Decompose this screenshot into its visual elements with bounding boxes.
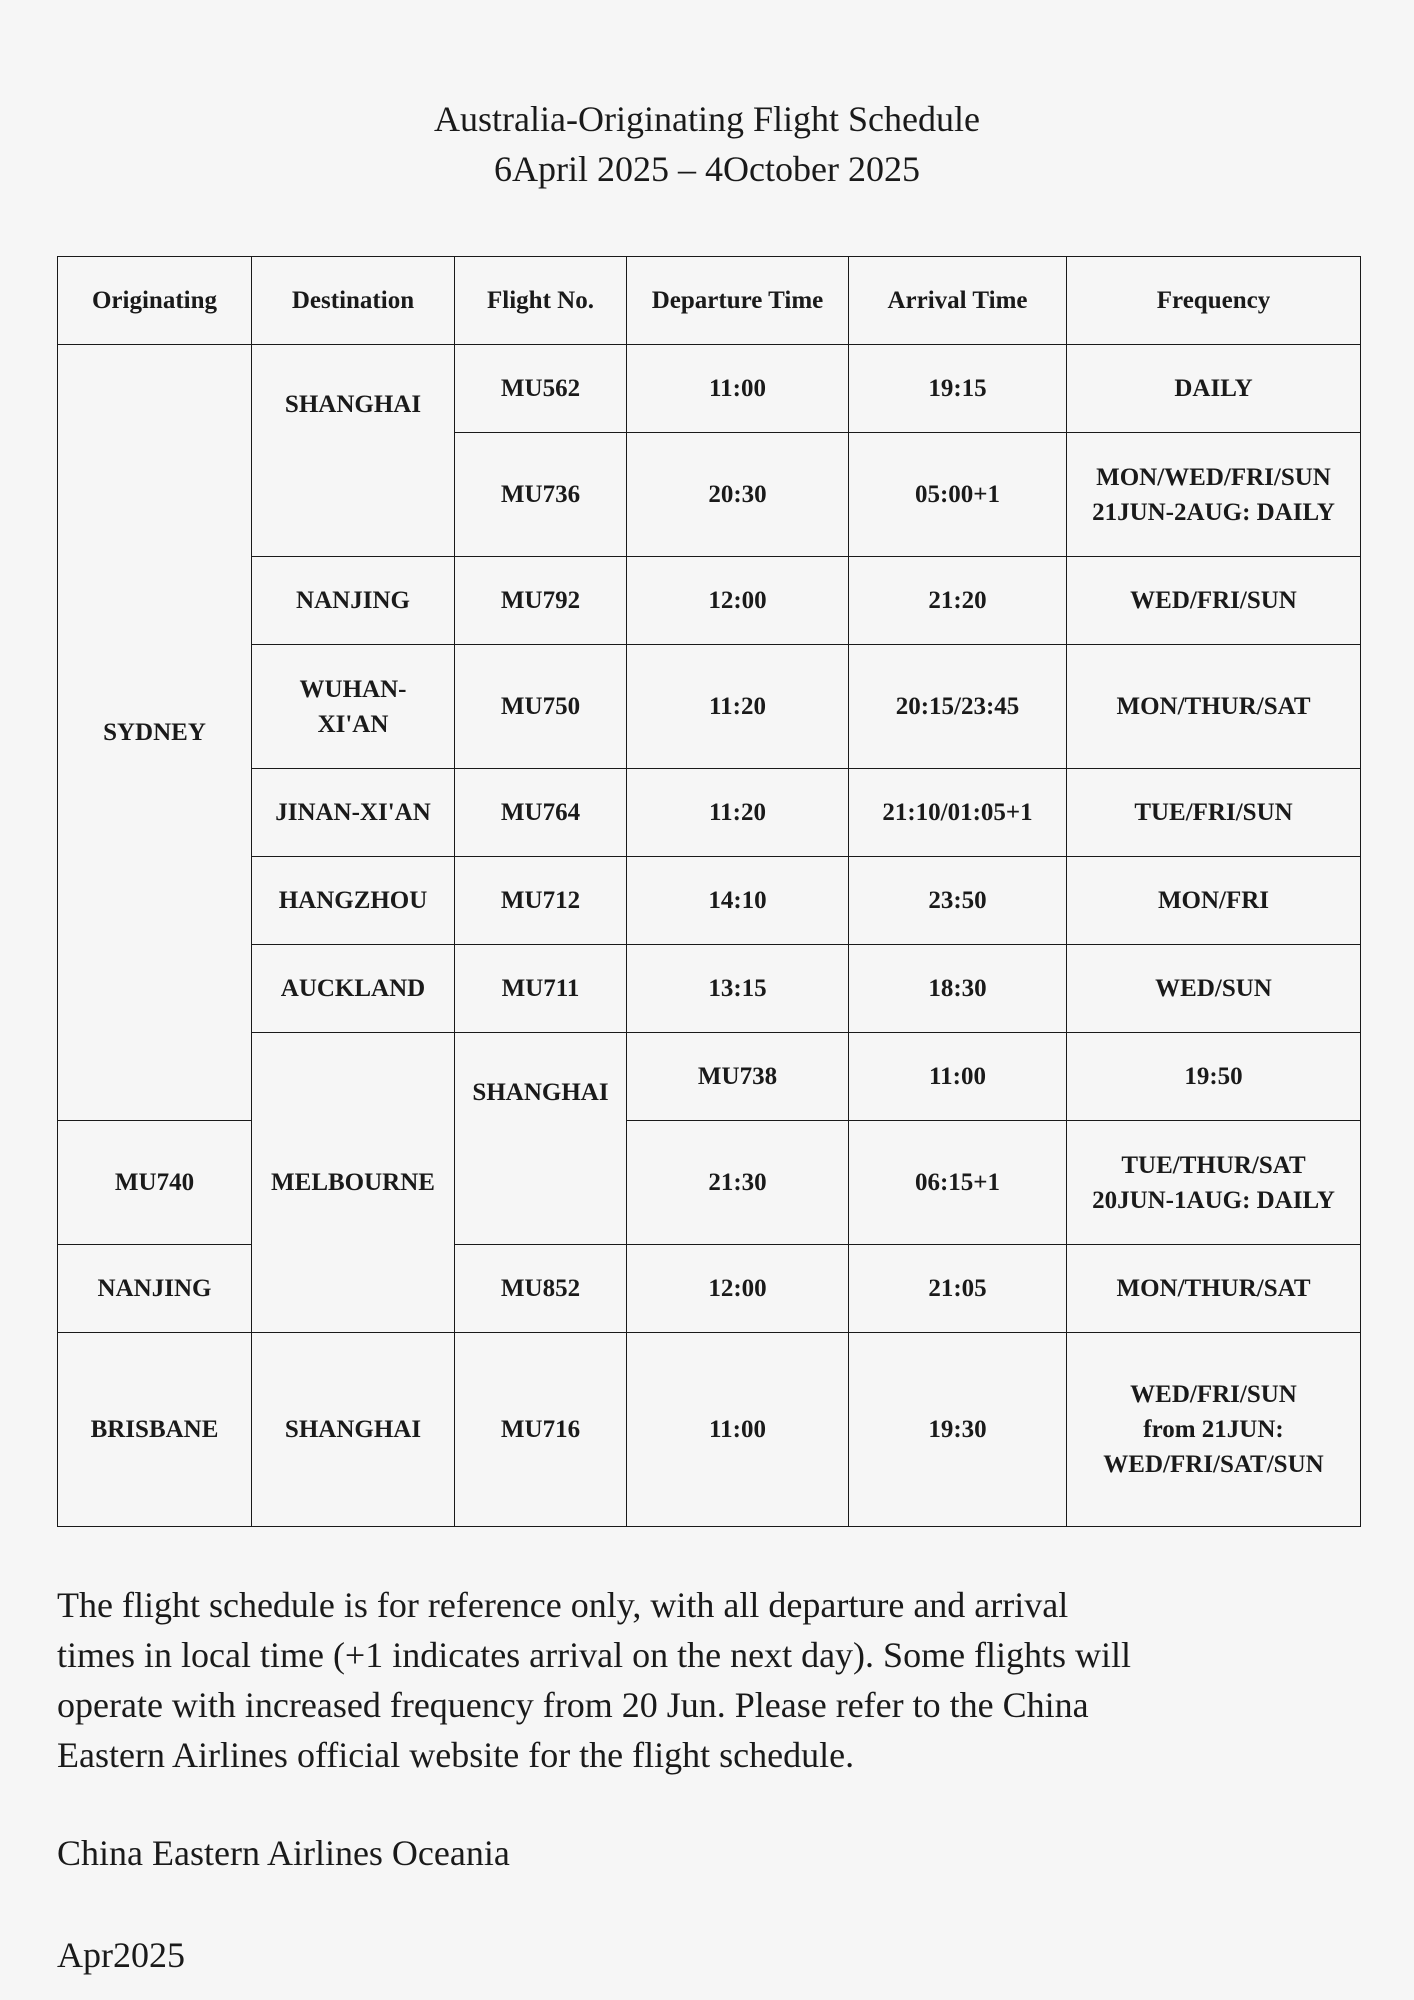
- origin-cell: MELBOURNE: [252, 1033, 455, 1333]
- departure-cell: 21:30: [627, 1121, 849, 1245]
- issue-date: Apr2025: [57, 1935, 185, 1975]
- arrival-cell: 21:10/01:05+1: [849, 769, 1067, 857]
- table-row: [58, 345, 1361, 433]
- departure-cell: 12:00: [627, 1245, 849, 1333]
- arrival-cell: 19:15: [849, 345, 1067, 433]
- frequency-cell: WED/FRI/SUN: [1067, 557, 1361, 645]
- flight-cell: MU852: [455, 1245, 627, 1333]
- destination-cell: JINAN-XI'AN: [252, 769, 455, 857]
- note-line: operate with increased frequency from 20 Jun. Please refer to the China: [57, 1685, 1089, 1725]
- flight-cell: MU738: [627, 1033, 849, 1121]
- destination-cell: SHANGHAI: [252, 1333, 455, 1527]
- destination-cell: AUCKLAND: [252, 945, 455, 1033]
- flight-cell: MU740: [58, 1121, 252, 1245]
- note-line: The flight schedule is for reference only, with all departure and arrival: [57, 1585, 1069, 1625]
- arrival-cell: 05:00+1: [849, 433, 1067, 557]
- table-row: [58, 1033, 1361, 1121]
- frequency-cell: [1067, 1121, 1361, 1245]
- frequency-cell: TUE/FRI/SUN: [1067, 769, 1361, 857]
- frequency-cell: DAILY: [1067, 345, 1361, 433]
- arrival-cell: 21:20: [849, 557, 1067, 645]
- note-line: Eastern Airlines official website for the flight schedule.: [57, 1735, 855, 1775]
- header-frequency: Frequency: [1067, 257, 1361, 345]
- departure-cell: 11:20: [627, 645, 849, 769]
- date-range: 6April 2025 – 4October 2025: [494, 149, 920, 189]
- departure-cell: 11:20: [627, 769, 849, 857]
- flight-cell: MU736: [455, 433, 627, 557]
- departure-cell: 11:00: [627, 1333, 849, 1527]
- flight-cell: MU792: [455, 557, 627, 645]
- disclaimer-note: [57, 1580, 1357, 1780]
- destination-label: SHANGHAI: [284, 391, 422, 418]
- destination-line: WUHAN-: [299, 675, 407, 703]
- note-line: times in local time (+1 indicates arrival on the next day). Some flights will: [57, 1635, 1132, 1675]
- departure-cell: 11:00: [627, 345, 849, 433]
- departure-cell: 14:10: [627, 857, 849, 945]
- departure-cell: 11:00: [849, 1033, 1067, 1121]
- destination-cell: NANJING: [252, 557, 455, 645]
- frequency-cell: MON/FRI: [1067, 857, 1361, 945]
- frequency-cell: MON/THUR/SAT: [1067, 645, 1361, 769]
- table-row: [58, 557, 1361, 645]
- header-arrival-time: Arrival Time: [849, 257, 1067, 345]
- arrival-cell: 18:30: [849, 945, 1067, 1033]
- frequency-line: WED/FRI/SAT/SUN: [1103, 1451, 1324, 1478]
- frequency-cell: [1067, 433, 1361, 557]
- frequency-line: 20JUN-1AUG: DAILY: [1092, 1186, 1335, 1214]
- frequency-line: from 21JUN:: [1143, 1416, 1284, 1443]
- table-row: [58, 769, 1361, 857]
- flight-cell: MU764: [455, 769, 627, 857]
- arrival-cell: 06:15+1: [849, 1121, 1067, 1245]
- departure-cell: 20:30: [627, 433, 849, 557]
- frequency-cell: MON/THUR/SAT: [1067, 1245, 1361, 1333]
- destination-line: XI'AN: [317, 710, 389, 738]
- arrival-cell: 21:05: [849, 1245, 1067, 1333]
- flight-cell: MU716: [455, 1333, 627, 1527]
- flight-cell: MU750: [455, 645, 627, 769]
- arrival-cell: 23:50: [849, 857, 1067, 945]
- signature: China Eastern Airlines Oceania: [57, 1833, 510, 1873]
- departure-cell: 13:15: [627, 945, 849, 1033]
- header-flight-no: Flight No.: [455, 257, 627, 345]
- flight-schedule-table: [57, 256, 1361, 1527]
- destination-cell: [252, 345, 455, 557]
- destination-cell: [252, 645, 455, 769]
- frequency-cell: WED/SUN: [1067, 945, 1361, 1033]
- arrival-cell: 19:50: [1067, 1033, 1361, 1121]
- destination-cell: HANGZHOU: [252, 857, 455, 945]
- table-header-row: [58, 257, 1361, 345]
- arrival-cell: 19:30: [849, 1333, 1067, 1527]
- table-row: [58, 857, 1361, 945]
- destination-label: SHANGHAI: [472, 1079, 609, 1106]
- table-row: [58, 945, 1361, 1033]
- header-destination: Destination: [252, 257, 455, 345]
- table-row: [58, 1333, 1361, 1527]
- frequency-line: WED/FRI/SUN: [1130, 1381, 1297, 1408]
- destination-cell: [455, 1033, 627, 1245]
- frequency-line: MON/WED/FRI/SUN: [1096, 463, 1331, 491]
- flight-cell: MU562: [455, 345, 627, 433]
- destination-cell: NANJING: [58, 1245, 252, 1333]
- document-title: [0, 94, 1414, 194]
- frequency-cell: [1067, 1333, 1361, 1527]
- header-originating: Originating: [58, 257, 252, 345]
- origin-cell: SYDNEY: [58, 345, 252, 1121]
- frequency-line: TUE/THUR/SAT: [1121, 1151, 1306, 1179]
- frequency-line: 21JUN-2AUG: DAILY: [1092, 498, 1335, 526]
- table-row: [58, 645, 1361, 769]
- departure-cell: 12:00: [627, 557, 849, 645]
- title-line: Australia-Originating Flight Schedule: [434, 99, 980, 139]
- flight-cell: MU712: [455, 857, 627, 945]
- header-departure-time: Departure Time: [627, 257, 849, 345]
- origin-cell: BRISBANE: [58, 1333, 252, 1527]
- flight-cell: MU711: [455, 945, 627, 1033]
- arrival-cell: 20:15/23:45: [849, 645, 1067, 769]
